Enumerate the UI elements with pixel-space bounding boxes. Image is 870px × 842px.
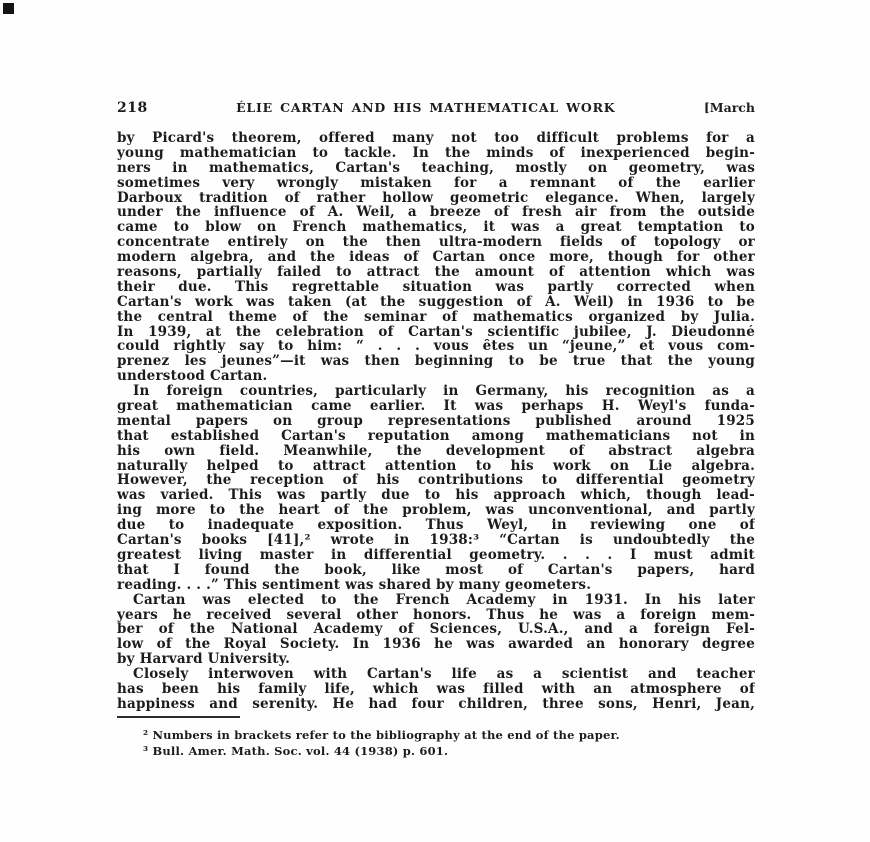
text-line: by Harvard University. xyxy=(117,652,291,668)
scan-artifact xyxy=(3,3,14,14)
text-line: Cartan's books [41],² wrote in 1938:³ “Cartan is undoubtedly the xyxy=(117,533,755,548)
footnote-2: ² Numbers in brackets refer to the bibliography at the end of the paper. xyxy=(143,727,620,742)
text-line: reasons, partially failed to attract the amount of attention which was xyxy=(117,265,755,280)
footnotes xyxy=(117,727,755,759)
text-line: his own field. Meanwhile, the development of abstract algebra xyxy=(117,443,755,459)
text-line: naturally helped to attract attention to his work on Lie algebra. xyxy=(117,458,755,474)
text-line: their due. This regrettable situation was partly corrected when xyxy=(117,279,755,295)
page-content xyxy=(117,100,755,759)
text-line: ing more to the heart of the problem, was unconventional, and partly xyxy=(117,503,755,519)
footnote-separator xyxy=(117,716,240,718)
text-line: Cartan was elected to the French Academy in 1931. In his later xyxy=(133,592,755,608)
text-line: ber of the National Academy of Sciences, U.S.A., and a foreign Fel- xyxy=(117,622,755,638)
text-line: due to inadequate exposition. Thus Weyl, in reviewing one of xyxy=(117,518,755,534)
text-line: understood Cartan. xyxy=(117,369,268,385)
text-line: under the influence of A. Weil, a breeze of fresh air from the outside xyxy=(117,205,755,221)
paragraph-4 xyxy=(117,667,755,712)
text-line: In foreign countries, particularly in Germany, his recognition as a xyxy=(133,384,755,400)
issue-date: [March xyxy=(703,100,755,115)
text-line: has been his family life, which was filled with an atmosphere of xyxy=(117,681,755,697)
text-line: concentrate entirely on the then ultra-modern fields of topology or xyxy=(117,235,755,251)
text-line: prenez les jeunes”—it was then beginning to be true that the young xyxy=(117,354,755,370)
text-line: greatest living master in differential geometry. . . . I must admit xyxy=(117,547,755,563)
paragraph-2 xyxy=(117,384,755,592)
text-line: sometimes very wrongly mistaken for a remnant of the earlier xyxy=(117,175,755,191)
text-line: by Picard's theorem, offered many not too difficult problems for a xyxy=(117,131,755,146)
text-line: low of the Royal Society. In 1936 he was awarded an honorary degree xyxy=(117,637,755,653)
paragraph-3 xyxy=(117,593,755,667)
page-number: 218 xyxy=(117,100,148,116)
text-line: great mathematician came earlier. It was perhaps H. Weyl's funda- xyxy=(117,399,755,414)
text-line: was varied. This was partly due to his approach which, though lead- xyxy=(117,488,755,504)
text-line: could rightly say to him: “ . . . vous êtes un “jeune,” et vous com- xyxy=(117,339,755,355)
text-line: modern algebra, and the ideas of Cartan once more, though for other xyxy=(117,250,755,266)
text-line: However, the reception of his contributions to differential geometry xyxy=(117,473,755,489)
text-line: the central theme of the seminar of mathematics organized by Julia. xyxy=(117,309,755,325)
text-line: ners in mathematics, Cartan's teaching, mostly on geometry, was xyxy=(117,160,755,176)
running-title: ÉLIE CARTAN AND HIS MATHEMATICAL WORK xyxy=(236,100,616,115)
article-body xyxy=(117,131,755,712)
text-line: Closely interwoven with Cartan's life as a scientist and teacher xyxy=(133,667,755,682)
text-line: young mathematician to tackle. In the minds of inexperienced begin- xyxy=(117,145,755,161)
footnote-3: ³ Bull. Amer. Math. Soc. vol. 44 (1938) p. 601. xyxy=(143,743,449,758)
text-line: reading. . . .” This sentiment was shared by many geometers. xyxy=(117,577,592,593)
running-header xyxy=(117,100,755,115)
text-line: Cartan's work was taken (at the suggestion of A. Weil) in 1936 to be xyxy=(117,294,755,310)
text-line: came to blow on French mathematics, it was a great temptation to xyxy=(117,220,755,236)
paragraph-1 xyxy=(117,131,755,384)
text-line: years he received several other honors. Thus he was a foreign mem- xyxy=(117,607,755,623)
text-line: happiness and serenity. He had four children, three sons, Henri, Jean, xyxy=(117,696,755,712)
text-line: that I found the book, like most of Cartan's papers, hard xyxy=(117,562,755,578)
text-line: In 1939, at the celebration of Cartan's scientific jubilee, J. Dieudonné xyxy=(117,324,755,340)
text-line: Darboux tradition of rather hollow geometric elegance. When, largely xyxy=(117,190,755,206)
text-line: that established Cartan's reputation among mathematicians not in xyxy=(117,428,755,444)
text-line: mental papers on group representations published around 1925 xyxy=(117,413,755,429)
